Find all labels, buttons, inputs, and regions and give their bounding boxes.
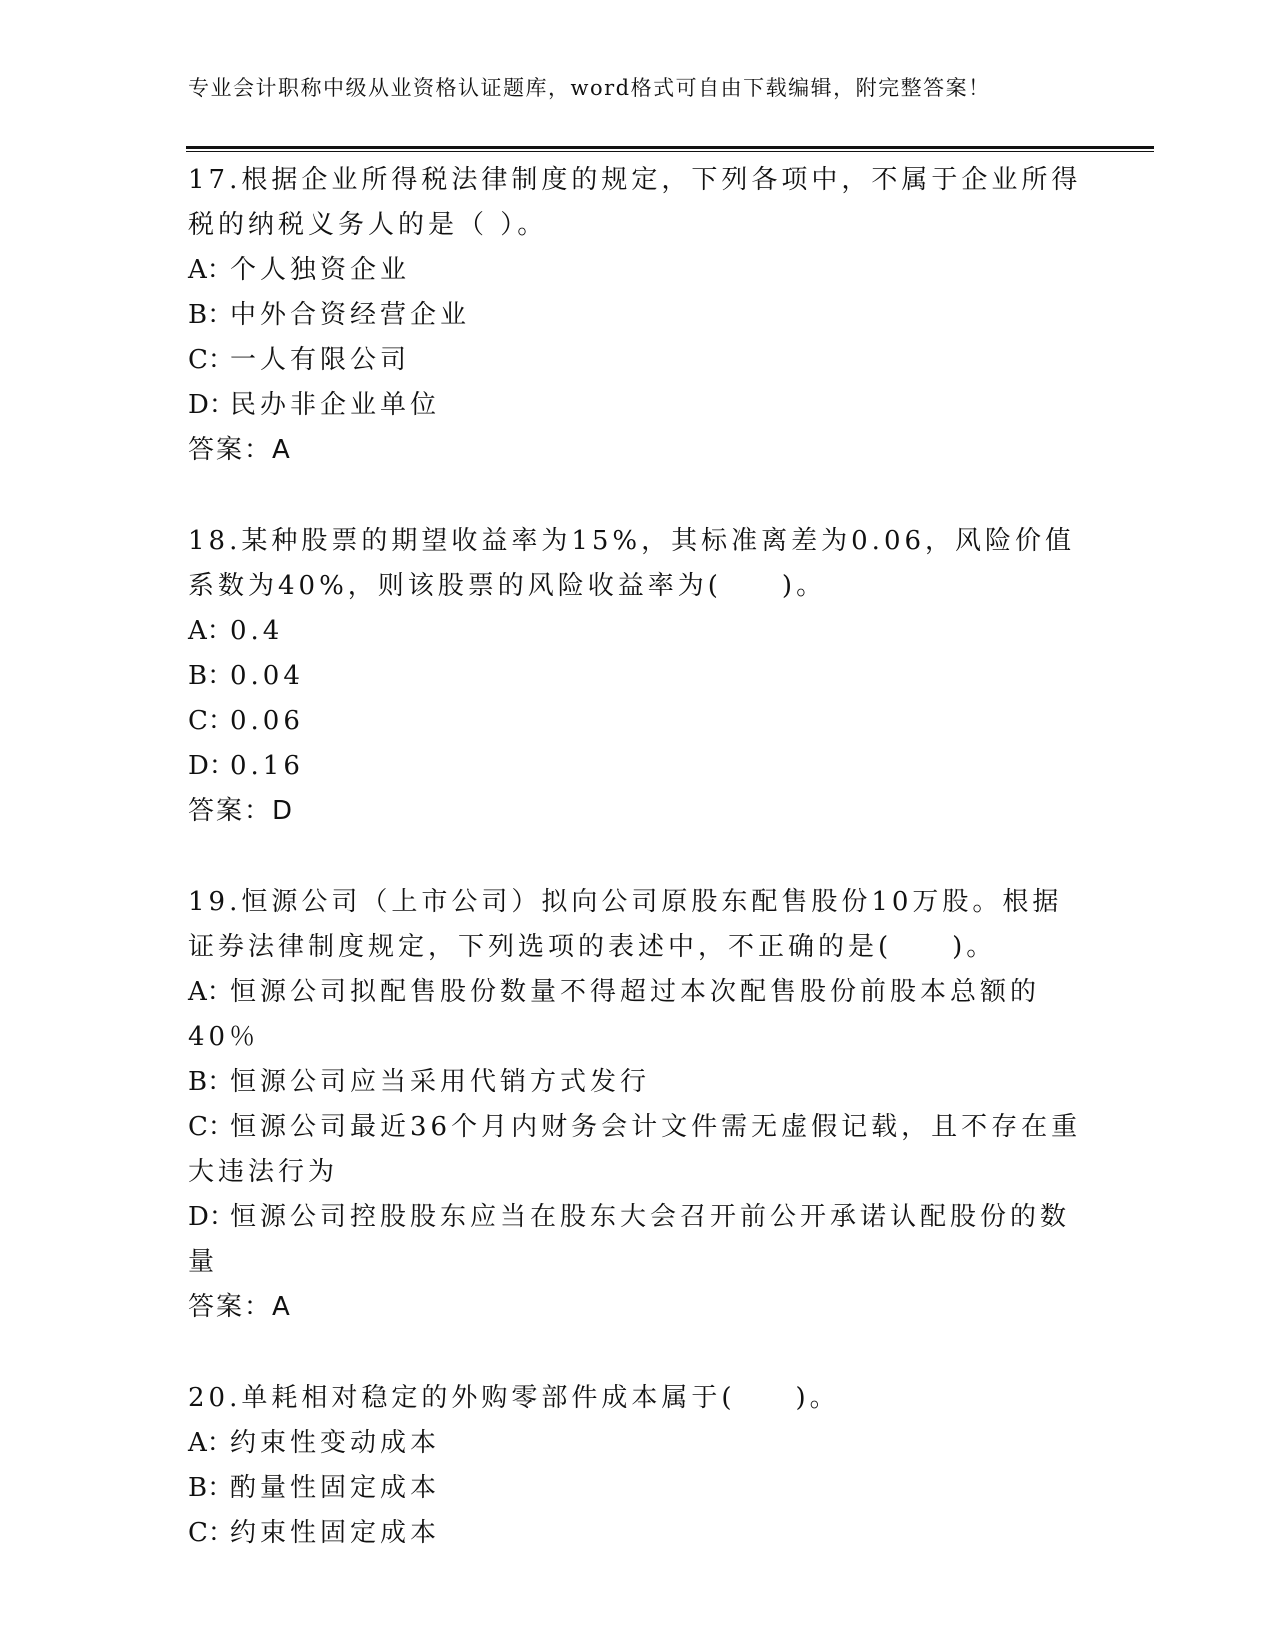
answer: 答案：A	[188, 435, 292, 465]
option-key: B：	[188, 1067, 234, 1097]
option-key: D：	[188, 1202, 235, 1232]
option-text: 0.16	[230, 751, 304, 781]
option-a	[188, 1421, 1088, 1466]
answer: 答案：A	[188, 1292, 292, 1322]
question-text: 17.根据企业所得税法律制度的规定，下列各项中，不属于企业所得税的纳税义务人的是（ ）。	[188, 165, 1082, 240]
question-text: 18.某种股票的期望收益率为15%，其标准离差为0.06，风险价值系数为40%，则该股票的风险收益率为( )。	[188, 526, 1076, 601]
question-20	[188, 1376, 1088, 1556]
option-text: 0.06	[230, 706, 304, 736]
option-text: 恒源公司拟配售股份数量不得超过本次配售股份前股本总额的40％	[188, 977, 1041, 1052]
option-text: 0.4	[230, 616, 284, 646]
option-key: A：	[188, 977, 233, 1007]
question-19	[188, 880, 1088, 1330]
option-b	[188, 293, 1088, 338]
option-d	[188, 1195, 1088, 1285]
option-text: 一人有限公司	[230, 345, 411, 375]
answer: 答案：D	[188, 796, 295, 826]
option-text: 民办非企业单位	[230, 390, 441, 420]
option-c	[188, 338, 1088, 383]
question-list	[188, 158, 1088, 1602]
option-key: C：	[188, 706, 234, 736]
question-text: 19.恒源公司（上市公司）拟向公司原股东配售股份10万股。根据证券法律制度规定，下列选项的表述中，不正确的是( )。	[188, 887, 1063, 962]
option-text: 中外合资经营企业	[230, 300, 471, 330]
option-b	[188, 1060, 1088, 1105]
option-text: 恒源公司应当采用代销方式发行	[230, 1067, 651, 1097]
option-key: B：	[188, 1473, 234, 1503]
option-key: C：	[188, 1518, 234, 1548]
option-key: A：	[188, 616, 233, 646]
question-text: 20.单耗相对稳定的外购零部件成本属于( )。	[188, 1383, 840, 1413]
option-text: 0.04	[230, 661, 304, 691]
option-text: 约束性变动成本	[230, 1428, 441, 1458]
option-a	[188, 248, 1088, 293]
option-d	[188, 383, 1088, 428]
option-key: D：	[188, 751, 235, 781]
option-text: 恒源公司控股股东应当在股东大会召开前公开承诺认配股份的数量	[188, 1202, 1071, 1277]
option-d	[188, 744, 1088, 789]
option-key: C：	[188, 345, 234, 375]
option-key: A：	[188, 255, 233, 285]
option-key: A：	[188, 1428, 233, 1458]
question-17	[188, 158, 1088, 473]
page-header: 专业会计职称中级从业资格认证题库，word格式可自由下载编辑，附完整答案！	[188, 76, 991, 100]
header-divider-thick	[186, 146, 1154, 149]
option-c	[188, 699, 1088, 744]
header-divider-thin	[186, 151, 1154, 152]
option-text: 恒源公司最近36个月内财务会计文件需无虚假记载，且不存在重大违法行为	[188, 1112, 1082, 1187]
option-b	[188, 1466, 1088, 1511]
option-key: D：	[188, 390, 235, 420]
option-c	[188, 1511, 1088, 1556]
option-text: 约束性固定成本	[230, 1518, 441, 1548]
option-text: 个人独资企业	[230, 255, 411, 285]
option-a	[188, 609, 1088, 654]
question-18	[188, 519, 1088, 834]
option-key: B：	[188, 661, 234, 691]
option-b	[188, 654, 1088, 699]
option-c	[188, 1105, 1088, 1195]
option-key: B：	[188, 300, 234, 330]
option-key: C：	[188, 1112, 234, 1142]
option-a	[188, 970, 1088, 1060]
option-text: 酌量性固定成本	[230, 1473, 441, 1503]
